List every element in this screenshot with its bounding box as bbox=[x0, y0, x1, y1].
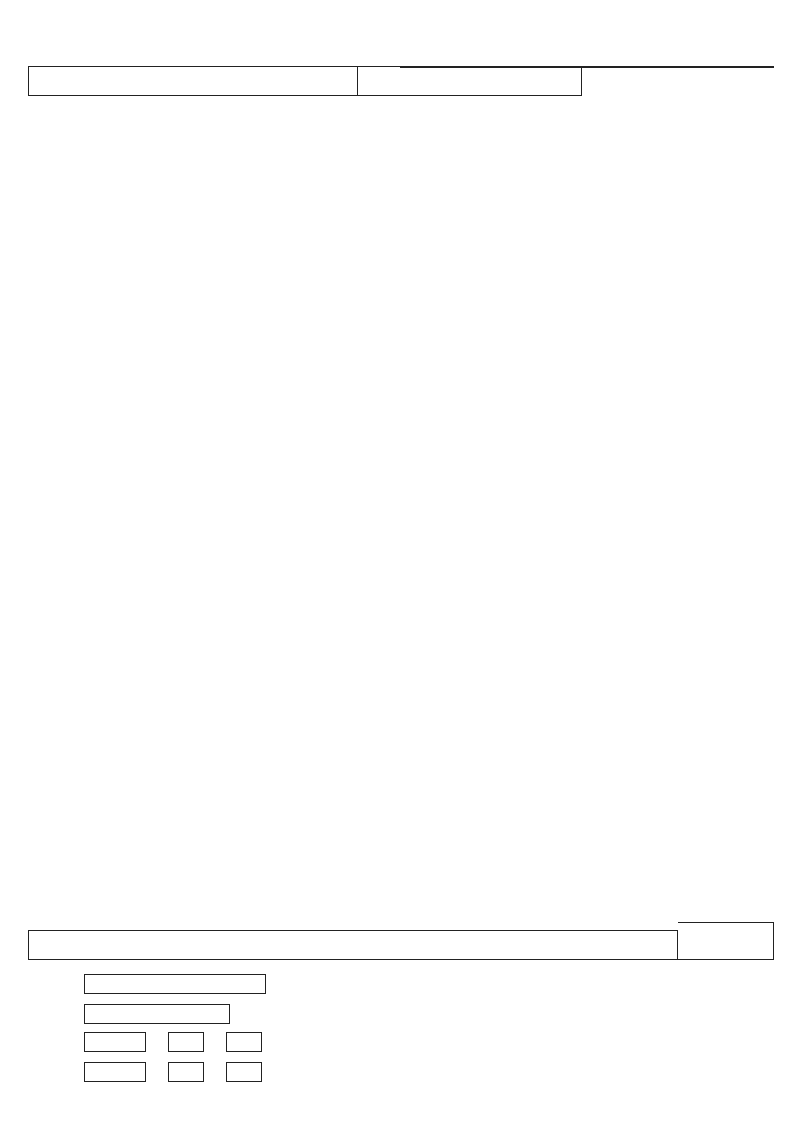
notice-box bbox=[358, 66, 582, 96]
other-notes-box bbox=[400, 66, 774, 68]
footer-section bbox=[28, 930, 774, 1096]
title-box bbox=[28, 66, 358, 96]
crane-model-value bbox=[84, 974, 266, 994]
delivery-day bbox=[226, 1032, 262, 1052]
hour-meter-box bbox=[678, 922, 774, 960]
delivery-month bbox=[168, 1032, 204, 1052]
inspection-day bbox=[226, 1062, 262, 1082]
inspection-sheet bbox=[28, 66, 774, 1096]
serial-value bbox=[84, 1004, 230, 1024]
user-row bbox=[28, 930, 678, 960]
inspection-month bbox=[168, 1062, 204, 1082]
inspection-year bbox=[84, 1062, 146, 1082]
legend-table bbox=[582, 66, 774, 96]
delivery-year bbox=[84, 1032, 146, 1052]
